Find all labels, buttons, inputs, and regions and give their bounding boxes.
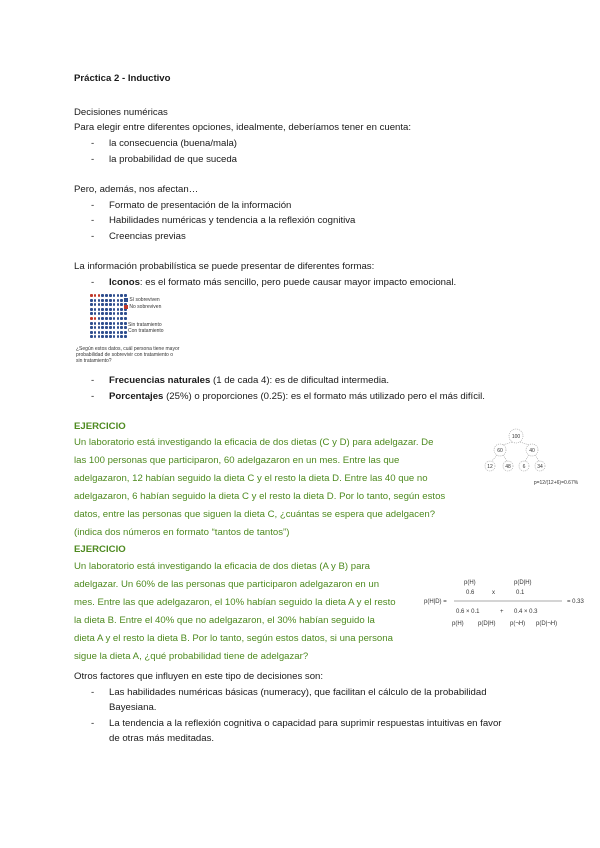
figure-caption: sin tratamiento?	[76, 358, 112, 364]
formula-den-value: 0.6 × 0.1	[456, 609, 480, 615]
person-icon	[113, 317, 116, 320]
person-icon	[113, 294, 116, 297]
person-icon	[98, 326, 101, 329]
formula-den-label: p(¬H)	[510, 621, 526, 627]
list-item-continuation: Bayesiana.	[109, 702, 157, 713]
person-icon	[105, 299, 108, 302]
bullet-dash: -	[91, 391, 95, 402]
frecuencias-description: (1 de cada 4): es de dificultad intermedia.	[210, 375, 389, 386]
legend-swatch-red	[124, 305, 128, 309]
exercise1-line: adelgazaron, 6 habían seguido la dieta C y el resto la dieta D. Por lo tanto, según estos	[74, 491, 446, 502]
person-icon	[105, 303, 108, 306]
formula-den-label: p(D|¬H)	[536, 621, 558, 627]
section3-intro: La información probabilística se puede presentar de diferentes formas:	[74, 261, 375, 272]
tree-right-value: 40	[529, 448, 535, 454]
person-icon	[105, 308, 108, 311]
person-icon	[124, 312, 127, 315]
exercise2-line: sigue la dieta A, ¿qué probabilidad tiene de adelgazar?	[74, 651, 309, 662]
person-icon	[98, 299, 101, 302]
person-icon	[90, 335, 93, 338]
tree-edge	[520, 442, 529, 445]
person-icon	[105, 312, 108, 315]
person-icon	[101, 312, 104, 315]
exercise2-line: la dieta B. Entre el 40% que no adelgazaron, el 30% habían seguido la	[74, 615, 375, 626]
person-icon	[98, 317, 101, 320]
person-icon	[124, 322, 127, 325]
person-icon	[94, 294, 97, 297]
legend-label: No sobreviven	[124, 304, 161, 310]
porcentajes-description: (25%) o proporciones (0.25): es el formato más utilizado pero el más difícil.	[163, 391, 485, 402]
section2-intro: Pero, además, nos afectan…	[74, 184, 199, 195]
person-icon	[120, 335, 123, 338]
person-icon	[94, 326, 97, 329]
person-icon	[98, 322, 101, 325]
section-heading-decisiones: Decisiones numéricas	[74, 107, 168, 118]
bullet-dash: -	[91, 277, 95, 288]
bullet-dash: -	[91, 215, 95, 226]
person-icon	[101, 326, 104, 329]
person-icon	[117, 331, 120, 334]
tree-leaf-value: 6	[522, 464, 526, 470]
term-iconos: Iconos	[109, 277, 140, 288]
page-title: Práctica 2 - Inductivo	[74, 73, 171, 84]
bullet-dash: -	[91, 154, 95, 165]
person-icon	[105, 317, 108, 320]
exercise1-line: las 100 personas que participaron, 60 adelgazaron en un mes. Entre las que	[74, 455, 400, 466]
person-icon	[120, 303, 123, 306]
person-icon	[105, 326, 108, 329]
person-icon	[94, 322, 97, 325]
formula-den-label: p(H)	[452, 621, 464, 627]
person-icon	[105, 331, 108, 334]
person-icon	[98, 303, 101, 306]
tree-edge	[492, 455, 497, 461]
legend-swatch-blue	[124, 298, 128, 302]
person-icon	[113, 308, 116, 311]
person-icon	[94, 308, 97, 311]
legend-label: Sin tratamiento	[128, 322, 162, 328]
person-icon	[109, 331, 112, 334]
person-icon	[117, 299, 120, 302]
person-icon	[120, 326, 123, 329]
person-icon	[109, 326, 112, 329]
exercise2-line: mes. Entre las que adelgazaron, el 10% habían seguido la dieta A y el resto	[74, 597, 396, 608]
person-icon	[101, 303, 104, 306]
person-icon	[120, 331, 123, 334]
person-icon	[109, 335, 112, 338]
person-icon	[113, 335, 116, 338]
person-icon	[98, 335, 101, 338]
person-icon	[94, 335, 97, 338]
person-icon	[105, 294, 108, 297]
iconos-description: : es el formato más sencillo, pero puede causar mayor impacto emocional.	[139, 277, 457, 288]
formula-den-value: +	[500, 609, 504, 615]
formula-num-label: p(D|H)	[514, 580, 532, 586]
person-icon	[109, 294, 112, 297]
person-icon	[120, 294, 123, 297]
person-icon	[98, 312, 101, 315]
tree-edge	[525, 455, 529, 461]
legend-label: Con tratamiento	[128, 328, 164, 334]
person-icon	[120, 299, 123, 302]
person-icon	[109, 317, 112, 320]
person-icon	[101, 335, 104, 338]
figure-caption: ¿Según estos datos, cuál persona tiene mayor	[76, 346, 180, 352]
person-icon	[90, 303, 93, 306]
exercise1-line: (indica dos números en formato “tantos de tantos”)	[74, 527, 290, 538]
person-icon	[117, 312, 120, 315]
tree-leaf-value: 34	[537, 464, 543, 470]
tree-edge	[535, 455, 539, 461]
bullet-dash: -	[91, 375, 95, 386]
person-icon	[90, 326, 93, 329]
person-icon	[101, 308, 104, 311]
person-icon	[117, 294, 120, 297]
list-item: la consecuencia (buena/mala)	[109, 138, 237, 149]
person-icon	[98, 331, 101, 334]
person-icon	[113, 322, 116, 325]
person-icon	[117, 317, 120, 320]
person-icon	[113, 331, 116, 334]
person-icon	[113, 299, 116, 302]
section4-intro: Otros factores que influyen en este tipo de decisiones son:	[74, 671, 324, 682]
list-item: Habilidades numéricas y tendencia a la reflexión cognitiva	[109, 215, 356, 226]
exercise2-line: dieta A y el resto la dieta B. Por lo tanto, según estos datos, si una persona	[74, 633, 393, 644]
person-icon	[113, 326, 116, 329]
person-icon	[98, 308, 101, 311]
bullet-dash: -	[91, 718, 95, 729]
person-icon	[117, 335, 120, 338]
person-icon	[124, 335, 127, 338]
person-icon	[124, 331, 127, 334]
person-icon	[124, 317, 127, 320]
icon-array-figure	[90, 294, 128, 340]
section1-intro: Para elegir entre diferentes opciones, idealmente, deberíamos tener en cuenta:	[74, 122, 412, 133]
person-icon	[113, 303, 116, 306]
person-icon	[105, 322, 108, 325]
formula-num-label: p(H)	[464, 580, 476, 586]
person-icon	[94, 299, 97, 302]
person-icon	[90, 299, 93, 302]
bullet-dash: -	[91, 231, 95, 242]
person-icon	[120, 317, 123, 320]
list-item-iconos	[109, 274, 456, 292]
tree-leaf-value: 12	[487, 464, 493, 470]
person-icon	[90, 322, 93, 325]
person-icon	[90, 312, 93, 315]
person-icon	[117, 308, 120, 311]
person-icon	[94, 317, 97, 320]
person-icon	[117, 303, 120, 306]
person-icon	[109, 312, 112, 315]
person-icon	[94, 312, 97, 315]
person-icon	[109, 308, 112, 311]
term-porcentajes: Porcentajes	[109, 391, 164, 402]
exercise2-line: Un laboratorio está investigando la eficacia de dos dietas (A y B) para	[74, 561, 370, 572]
formula-num-value: x	[492, 590, 495, 596]
formula-num-value: 0.6	[466, 590, 475, 596]
legend-label: Sí sobreviven	[124, 297, 160, 303]
list-item: Las habilidades numéricas básicas (numeracy), que facilitan el cálculo de la probabilidad	[109, 687, 487, 698]
term-frecuencias: Frecuencias naturales	[109, 375, 211, 386]
exercise1-line: datos, entre las personas que siguen la dieta C, ¿cuántas se espera que adelgacen?	[74, 509, 436, 520]
person-icon	[98, 294, 101, 297]
person-icon	[117, 326, 120, 329]
tree-left-value: 60	[497, 448, 503, 454]
formula-lhs: p(H|D) =	[424, 599, 447, 605]
person-icon	[109, 322, 112, 325]
bullet-dash: -	[91, 687, 95, 698]
tree-leaf-value: 48	[505, 464, 511, 470]
person-icon	[120, 308, 123, 311]
person-icon	[120, 322, 123, 325]
bullet-dash: -	[91, 200, 95, 211]
tree-edge	[503, 442, 512, 445]
person-icon	[101, 299, 104, 302]
formula-den-label: p(D|H)	[478, 621, 496, 627]
person-icon	[90, 308, 93, 311]
person-icon	[90, 317, 93, 320]
tree-root-value: 100	[511, 434, 521, 440]
person-icon	[101, 294, 104, 297]
exercise-label: EJERCICIO	[74, 544, 126, 555]
person-icon	[94, 303, 97, 306]
list-item-continuation: de otras más meditadas.	[109, 733, 215, 744]
person-icon	[124, 326, 127, 329]
bayes-formula	[422, 574, 594, 632]
list-item: Formato de presentación de la información	[109, 200, 292, 211]
person-icon	[101, 317, 104, 320]
list-item-porcentajes	[109, 388, 485, 406]
exercise1-line: adelgazaron, 12 habían seguido la dieta C y el resto la dieta D. Entre las 40 que no	[74, 473, 428, 484]
tree-result: p=12/(12+6)=0.67%	[533, 480, 579, 486]
list-item: La tendencia a la reflexión cognitiva o capacidad para suprimir respuestas intuitivas en favor	[109, 718, 502, 729]
person-icon	[94, 331, 97, 334]
list-item: Creencias previas	[109, 231, 186, 242]
person-icon	[109, 303, 112, 306]
tree-edge	[503, 455, 507, 461]
person-icon	[113, 312, 116, 315]
formula-result: = 0.33	[567, 599, 584, 605]
person-icon	[120, 312, 123, 315]
figure-caption: probabilidad de sobrevivir con tratamiento o	[76, 352, 173, 358]
person-icon	[101, 322, 104, 325]
list-item: la probabilidad de que suceda	[109, 154, 238, 165]
person-icon	[117, 322, 120, 325]
bullet-dash: -	[91, 138, 95, 149]
exercise1-line: Un laboratorio está investigando la eficacia de dos dietas (C y D) para adelgazar. De	[74, 437, 434, 448]
person-icon	[90, 331, 93, 334]
frequency-tree-diagram	[478, 428, 588, 490]
exercise2-line: adelgazar. Un 60% de las personas que participaron adelgazaron en un	[74, 579, 380, 590]
formula-den-value: 0.4 × 0.3	[514, 609, 538, 615]
person-icon	[105, 335, 108, 338]
formula-num-value: 0.1	[516, 590, 525, 596]
person-icon	[90, 294, 93, 297]
exercise-label: EJERCICIO	[74, 421, 126, 432]
person-icon	[101, 331, 104, 334]
person-icon	[109, 299, 112, 302]
